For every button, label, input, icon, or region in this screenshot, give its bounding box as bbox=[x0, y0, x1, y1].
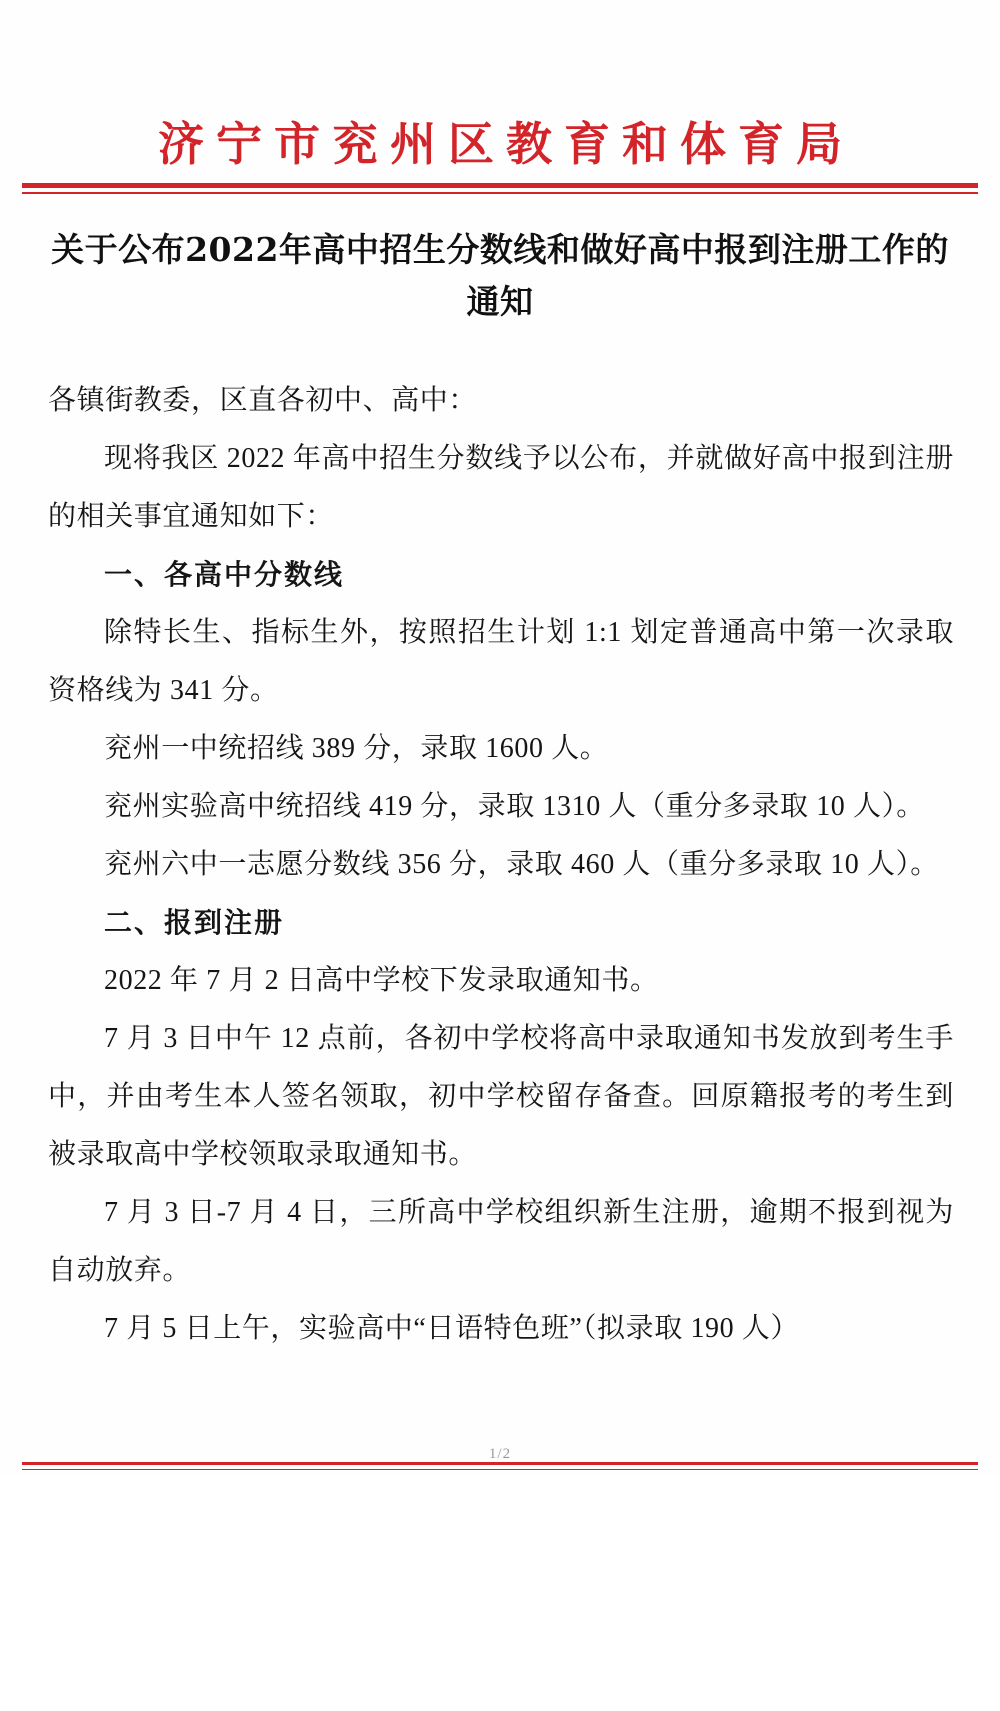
section-one-paragraph-4: 兖州六中一志愿分数线 356 分，录取 460 人（重分多录取 10 人）。 bbox=[104, 849, 939, 880]
section-one-heading: 一、各高中分数线 bbox=[104, 558, 345, 591]
masthead bbox=[0, 108, 1000, 174]
footer-divider-thick bbox=[22, 1462, 978, 1465]
section-one-paragraph-1: 除特长生、指标生外，按照招生计划 1:1 划定普通高中第一次录取资格线为 341 分。 bbox=[48, 617, 954, 706]
section-two-paragraph-1: 2022 年 7 月 2 日高中学校下发录取通知书。 bbox=[104, 965, 659, 996]
issuing-organization: 济宁市兖州区教育和体育局 bbox=[158, 117, 854, 171]
section-one-paragraph-2: 兖州一中统招线 389 分，录取 1600 人。 bbox=[104, 733, 609, 764]
preamble: 现将我区 2022 年高中招生分数线予以公布，并就做好高中报到注册的相关事宜通知如下： bbox=[48, 443, 954, 532]
salutation: 各镇街教委，区直各初中、高中： bbox=[48, 385, 478, 416]
masthead-divider-thin bbox=[22, 192, 978, 194]
section-one-paragraph-3: 兖州实验高中统招线 419 分，录取 1310 人（重分多录取 10 人）。 bbox=[104, 791, 925, 822]
footer-divider-thin bbox=[22, 1469, 978, 1470]
document-content bbox=[48, 372, 954, 1358]
page-bottom-margin bbox=[0, 1475, 1000, 1711]
section-two-paragraph-4: 7 月 5 日上午，实验高中“日语特色班”（拟录取 190 人） bbox=[104, 1313, 800, 1344]
section-two-paragraph-2: 7 月 3 日中午 12 点前，各初中学校将高中录取通知书发放到考生手中，并由考生本人签名领取，初中学校留存备查。回原籍报考的考生到被录取高中学校领取录取通知书。 bbox=[48, 1023, 954, 1170]
section-two-paragraph-3: 7 月 3 日-7 月 4 日，三所高中学校组织新生注册，逾期不报到视为自动放弃。 bbox=[48, 1197, 954, 1286]
document-title: 关于公布2022年高中招生分数线和做好高中报到注册工作的通知 bbox=[51, 230, 949, 321]
page-number: 1/2 bbox=[488, 1446, 512, 1462]
section-two-heading: 二、报到注册 bbox=[104, 906, 285, 939]
masthead-divider-thick bbox=[22, 183, 978, 188]
